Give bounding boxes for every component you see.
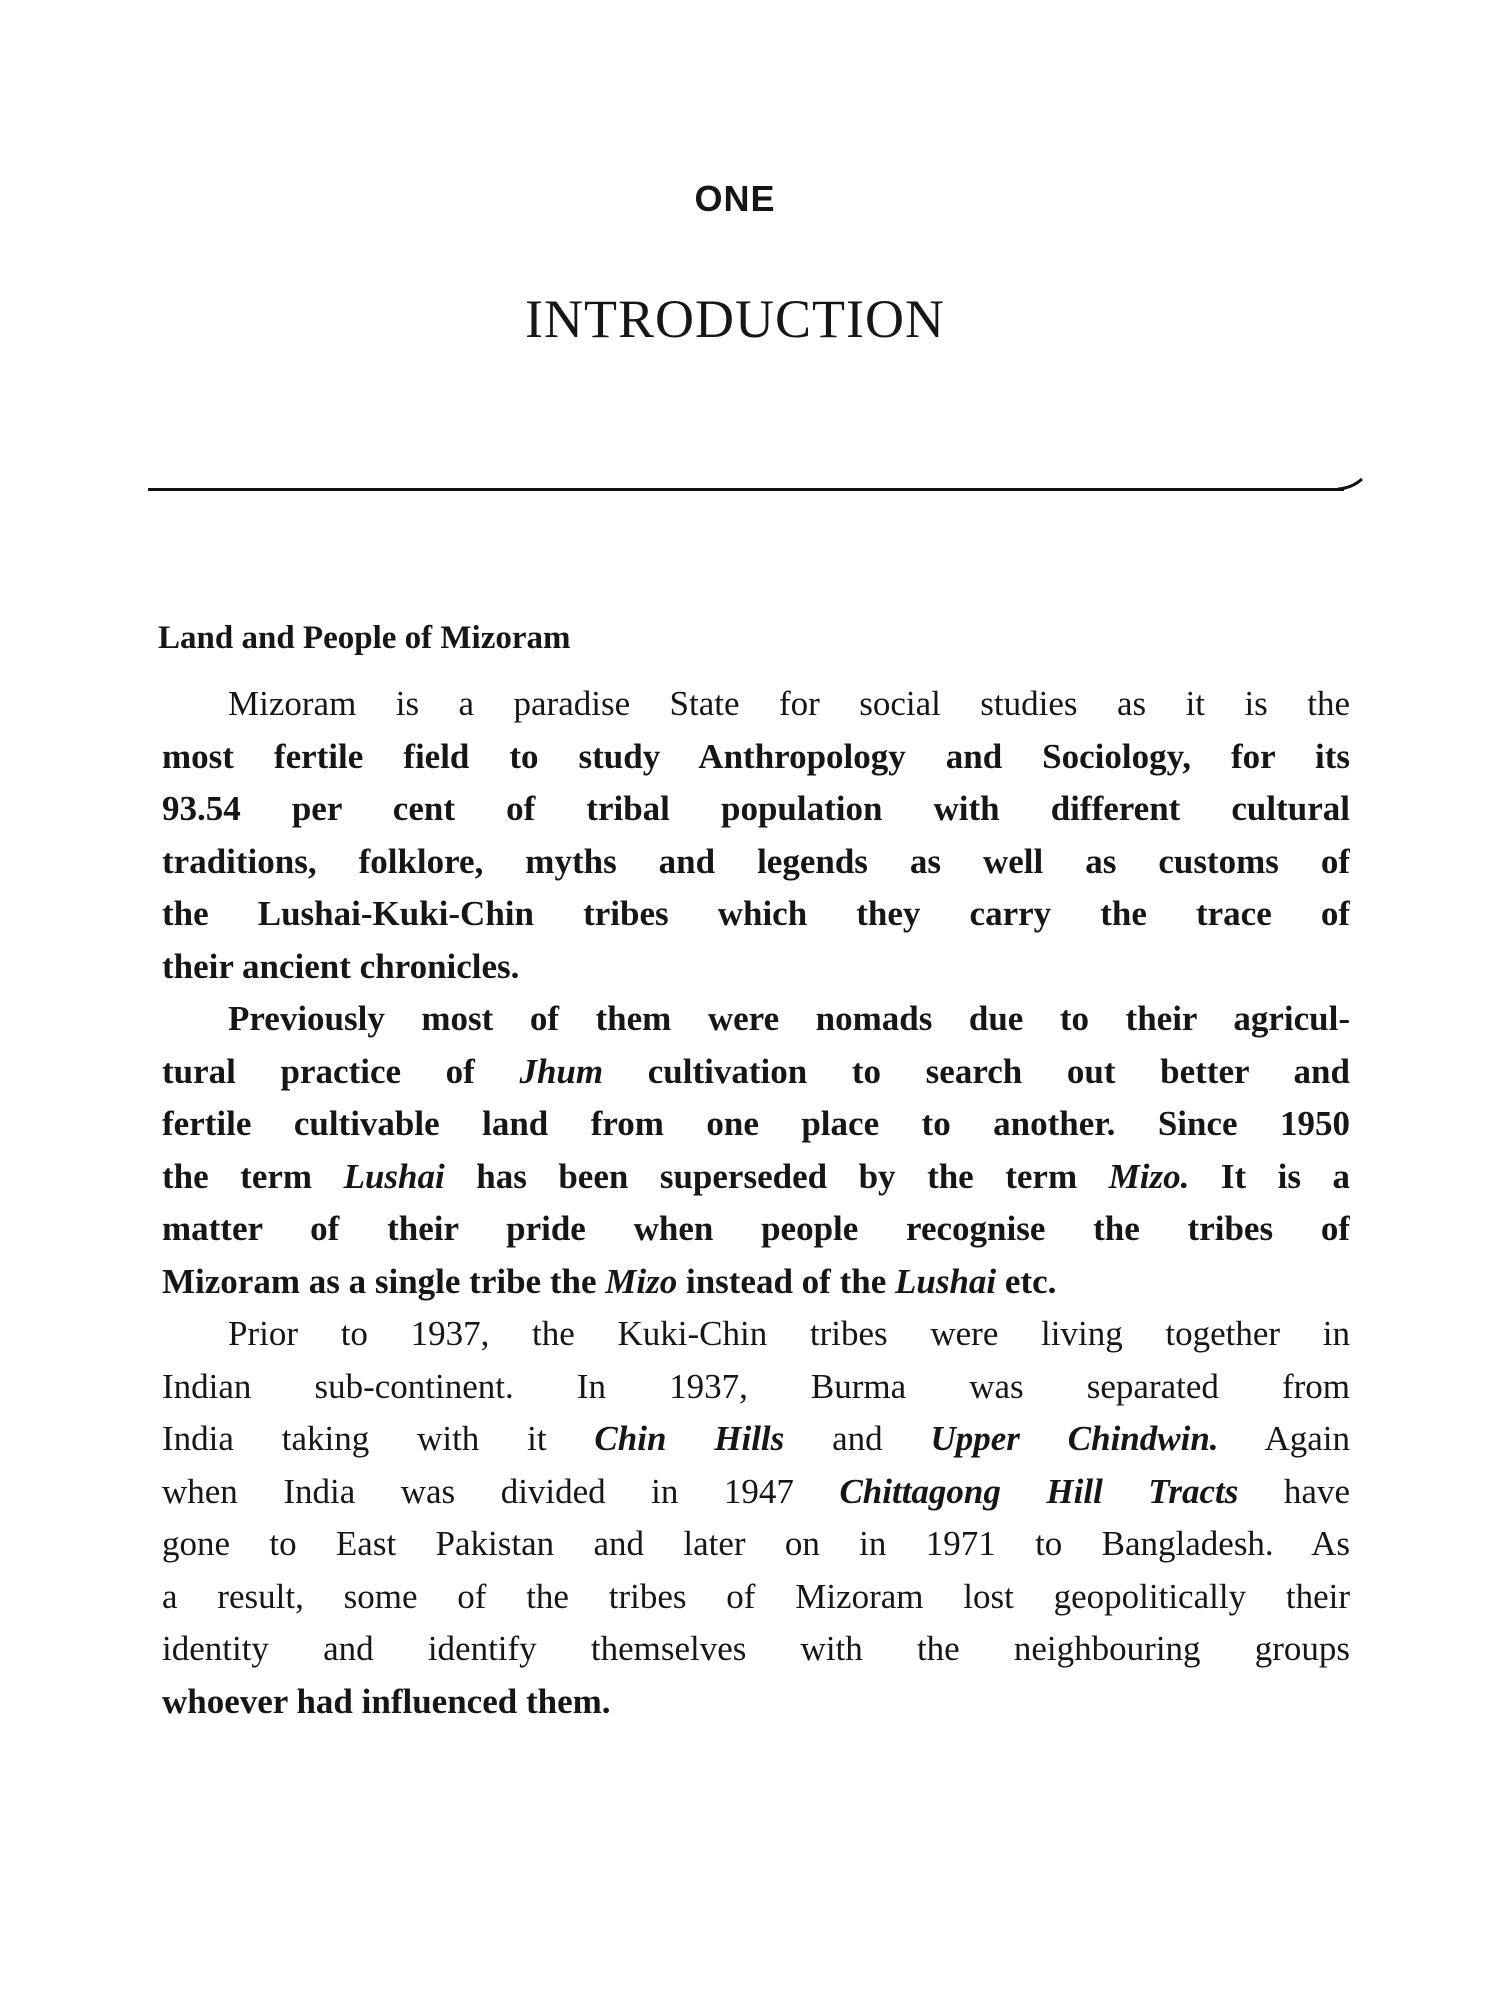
text-run: has been superseded by the term [444,1156,1109,1196]
italic-term: Mizo [605,1261,678,1301]
text-line: Previously most of them were nomads due to their agricul- [228,999,1350,1038]
text-line: Mizoram is a paradise State for social studies as it is the [228,684,1350,723]
text-run: and [784,1419,931,1458]
section-heading: Land and People of Mizoram [158,620,571,656]
text-run: India taking with it [162,1419,595,1458]
italic-term: Jhum [519,1051,604,1091]
text-line: traditions, folklore, myths and legends as well as customs of [162,841,1350,881]
text-line: gone to East Pakistan and later on in 1971 to Bangladesh. As [162,1524,1350,1563]
paragraph-1 [162,678,1350,993]
text-line [162,1046,1350,1099]
divider-flourish [1338,474,1368,498]
text-line [162,1413,1350,1466]
chapter-number: ONE [694,178,776,219]
text-line: matter of their pride when people recognise the tribes of [162,1209,1350,1248]
italic-term: Lushai [343,1156,445,1196]
italic-term: Lushai [895,1261,997,1301]
italic-term: Upper Chindwin. [930,1419,1219,1458]
text-line: Indian sub-continent. In 1937, Burma was separated from [162,1366,1350,1406]
text-run: cultivation to search out better and [603,1051,1350,1091]
title-divider [148,488,1344,491]
text-line: fertile cultivable land from one place to another. Since 1950 [162,1104,1350,1143]
text-run: the term [162,1156,344,1196]
chapter-title: INTRODUCTION [525,289,945,349]
text-line [162,1466,1350,1519]
text-line: identity and identify themselves with the neighbouring groups [162,1629,1350,1668]
text-run: Again [1218,1419,1350,1458]
text-line: a result, some of the tribes of Mizoram lost geopolitically their [162,1576,1350,1616]
text-line: whoever had influenced them. [162,1681,611,1721]
paragraph-2 [162,993,1350,1308]
text-run: have [1238,1471,1350,1511]
text-line [162,1256,1350,1309]
body-text [162,678,1350,1728]
text-line: the Lushai-Kuki-Chin tribes which they carry the trace of [162,894,1350,933]
text-run: etc. [996,1261,1057,1301]
text-run: when India was divided in 1947 [162,1471,840,1511]
italic-term: Chittagong Hill Tracts [839,1471,1239,1511]
paragraph-3 [162,1308,1350,1728]
text-run: Mizoram as a single tribe the [162,1261,606,1301]
text-run: It is a [1189,1156,1350,1196]
text-line: 93.54 per cent of tribal population with different cultural [162,789,1350,828]
text-run: instead of the [677,1261,895,1301]
text-line: most fertile field to study Anthropology and Sociology, for its [162,736,1350,776]
text-run: tural practice of [162,1051,520,1091]
text-line [162,1151,1350,1204]
text-line: their ancient chronicles. [162,946,520,986]
text-line: Prior to 1937, the Kuki-Chin tribes were living together in [228,1314,1350,1353]
italic-term: Mizo. [1108,1156,1190,1196]
italic-term: Chin Hills [594,1419,785,1458]
